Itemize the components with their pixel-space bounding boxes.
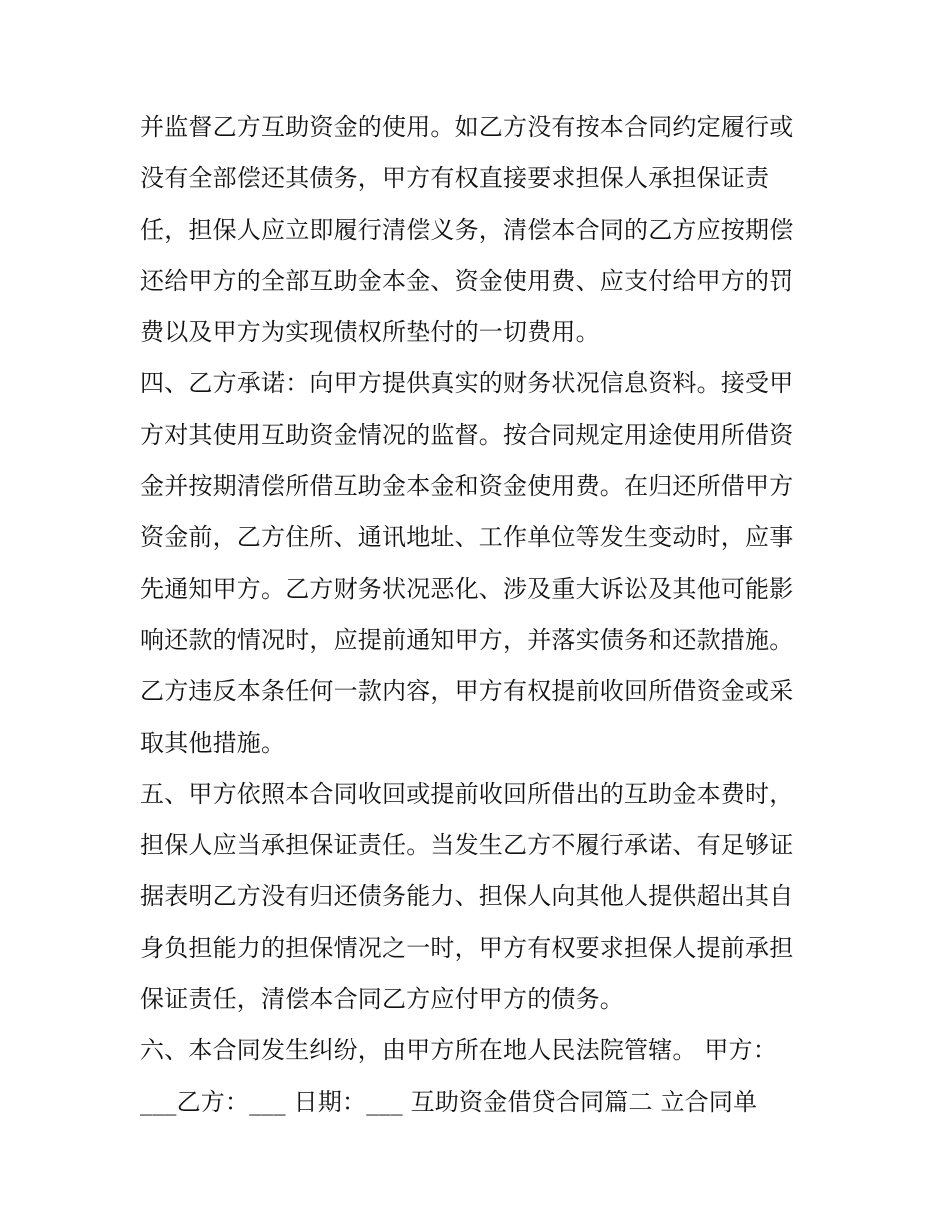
contract-text bbox=[140, 102, 820, 1128]
text-line-9: 资金前，乙方住所、通讯地址、工作单位等发生变动时，应事 bbox=[140, 523, 794, 552]
text-line-20: ___乙方：___ 日期：___ 互助资金借贷合同篇二 立合同单 bbox=[140, 1087, 758, 1116]
text-line-1: 并监督乙方互助资金的使用。如乙方没有按本合同约定履行或 bbox=[140, 113, 794, 141]
text-line-14: 五、甲方依照本合同收回或提前收回所借出的互助金本费时， bbox=[140, 779, 794, 808]
text-line-7: 方对其使用互助资金情况的监督。按合同规定用途使用所借资 bbox=[140, 420, 794, 449]
text-line-13: 取其他措施。 bbox=[140, 728, 286, 757]
text-line-17: 身负担能力的担保情况之一时，甲方有权要求担保人提前承担 bbox=[140, 933, 794, 962]
text-line-4: 还给甲方的全部互助金本金、资金使用费、应支付给甲方的罚 bbox=[140, 266, 794, 295]
text-line-5: 费以及甲方为实现债权所垫付的一切费用。 bbox=[140, 318, 600, 347]
text-line-6: 四、乙方承诺：向甲方提供真实的财务状况信息资料。接受甲 bbox=[140, 369, 794, 398]
text-line-3: 任，担保人应立即履行清偿义务，清偿本合同的乙方应按期偿 bbox=[140, 215, 794, 244]
text-line-2: 没有全部偿还其债务，甲方有权直接要求担保人承担保证责 bbox=[140, 164, 770, 193]
text-line-8: 金并按期清偿所借互助金本金和资金使用费。在归还所借甲方 bbox=[140, 472, 794, 501]
text-line-15: 担保人应当承担保证责任。当发生乙方不履行承诺、有足够证 bbox=[140, 831, 794, 860]
text-line-11: 响还款的情况时，应提前通知甲方，并落实债务和还款措施。 bbox=[140, 625, 794, 654]
text-line-19: 六、本合同发生纠纷，由甲方所在地人民法院管辖。 甲方： bbox=[140, 1036, 778, 1065]
text-line-18: 保证责任，清偿本合同乙方应付甲方的债务。 bbox=[140, 985, 624, 1014]
text-line-16: 据表明乙方没有归还债务能力、担保人向其他人提供超出其自 bbox=[140, 882, 794, 911]
text-line-10: 先通知甲方。乙方财务状况恶化、涉及重大诉讼及其他可能影 bbox=[140, 574, 794, 603]
text-line-12: 乙方违反本条任何一款内容，甲方有权提前收回所借资金或采 bbox=[140, 677, 794, 706]
